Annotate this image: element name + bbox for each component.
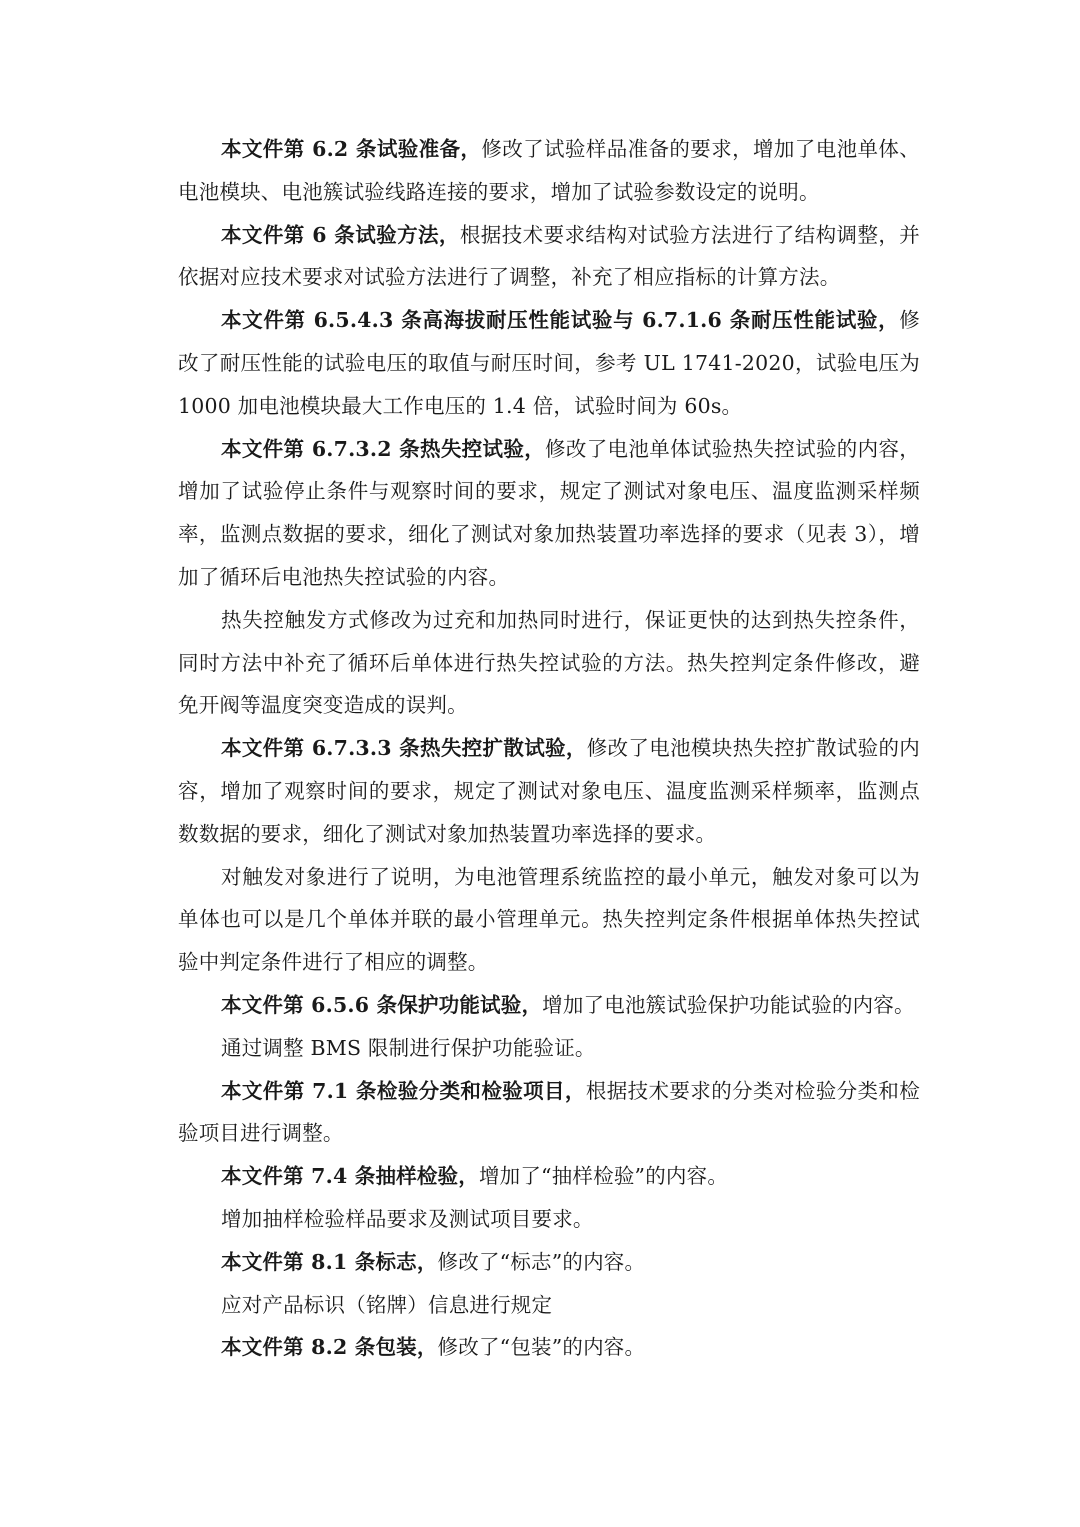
paragraph-lead: 本文件第 6.5.4.3 条高海拔耐压性能试验与 6.7.1.6 条耐压性能试验， [221, 308, 900, 333]
paragraph-text: 增加了“抽样检验”的内容。 [478, 1164, 729, 1189]
paragraph-text: 修改了耐压性能的试验电压的取值与耐压时间，参考 UL 1741-2020，试验电压为 1000 加电池模块最大工作电压的 1.4 倍，试验时间为 60s。 [178, 308, 920, 418]
paragraph-text: 通过调整 BMS 限制进行保护功能验证。 [221, 1035, 596, 1060]
paragraph-lead: 本文件第 6.7.3.3 条热失控扩散试验， [221, 736, 587, 761]
paragraph-text: 修改了“标志”的内容。 [437, 1249, 646, 1274]
paragraph [178, 984, 920, 1027]
paragraph [178, 599, 920, 727]
paragraph [178, 1198, 920, 1241]
paragraph [178, 428, 920, 599]
paragraph-text: 根据技术要求结构对试验方法进行了结构调整，并依据对应技术要求对试验方法进行了调整，补充了相应指标的计算方法。 [178, 222, 921, 290]
paragraph-text: 应对产品标识（铭牌）信息进行规定 [221, 1292, 553, 1317]
paragraph-lead: 本文件第 6 条试验方法， [221, 222, 460, 247]
paragraph [178, 1284, 920, 1327]
paragraph-text: 修改了试验样品准备的要求，增加了电池单体、电池模块、电池簇试验线路连接的要求，增加了试验参数设定的说明。 [178, 137, 920, 204]
paragraph-text: 对触发对象进行了说明，为电池管理系统监控的最小单元，触发对象可以为单体也可以是几个单体并联的最小管理单元。热失控判定条件根据单体热失控试验中判定条件进行了相应的调整。 [178, 864, 920, 975]
paragraph [178, 1070, 920, 1156]
paragraph-lead: 本文件第 6.5.6 条保护功能试验， [221, 992, 543, 1017]
paragraph [178, 1155, 920, 1198]
paragraph-text: 增加抽样检验样品要求及测试项目要求。 [221, 1206, 594, 1231]
paragraph-text: 根据技术要求的分类对检验分类和检验项目进行调整。 [178, 1078, 920, 1146]
paragraph-lead: 本文件第 7.4 条抽样检验， [221, 1164, 479, 1189]
paragraph-text: 修改了电池单体试验热失控试验的内容，增加了试验停止条件与观察时间的要求，规定了测试对象电压、温度监测采样频率，监测点数据的要求，细化了测试对象加热装置功率选择的要求（见表 3），增加了循环后电池热失控试验的内容。 [178, 436, 920, 589]
paragraph-text: 热失控触发方式修改为过充和加热同时进行，保证更快的达到热失控条件，同时方法中补充了循环后单体进行热失控试验的方法。热失控判定条件修改，避免开阀等温度突变造成的误判。 [178, 607, 920, 718]
paragraph-lead: 本文件第 6.7.3.2 条热失控试验， [221, 436, 546, 461]
paragraph-lead: 本文件第 8.2 条包装， [221, 1335, 438, 1360]
paragraph [178, 1326, 920, 1369]
paragraph [178, 856, 920, 984]
paragraph [178, 1241, 920, 1284]
paragraph [178, 128, 920, 214]
paragraph [178, 299, 920, 427]
paragraph-lead: 本文件第 8.1 条标志， [221, 1249, 438, 1274]
paragraph-lead: 本文件第 6.2 条试验准备， [221, 137, 482, 161]
paragraph [178, 1027, 920, 1070]
paragraph-text: 修改了电池模块热失控扩散试验的内容，增加了观察时间的要求，规定了测试对象电压、温度监测采样频率，监测点数数据的要求，细化了测试对象加热装置功率选择的要求。 [178, 736, 920, 846]
paragraph-lead: 本文件第 7.1 条检验分类和检验项目， [221, 1078, 586, 1103]
paragraph-text: 增加了电池簇试验保护功能试验的内容。 [542, 992, 915, 1017]
paragraph-text: 修改了“包装”的内容。 [437, 1335, 646, 1360]
paragraph [178, 214, 920, 300]
paragraph [178, 727, 920, 855]
